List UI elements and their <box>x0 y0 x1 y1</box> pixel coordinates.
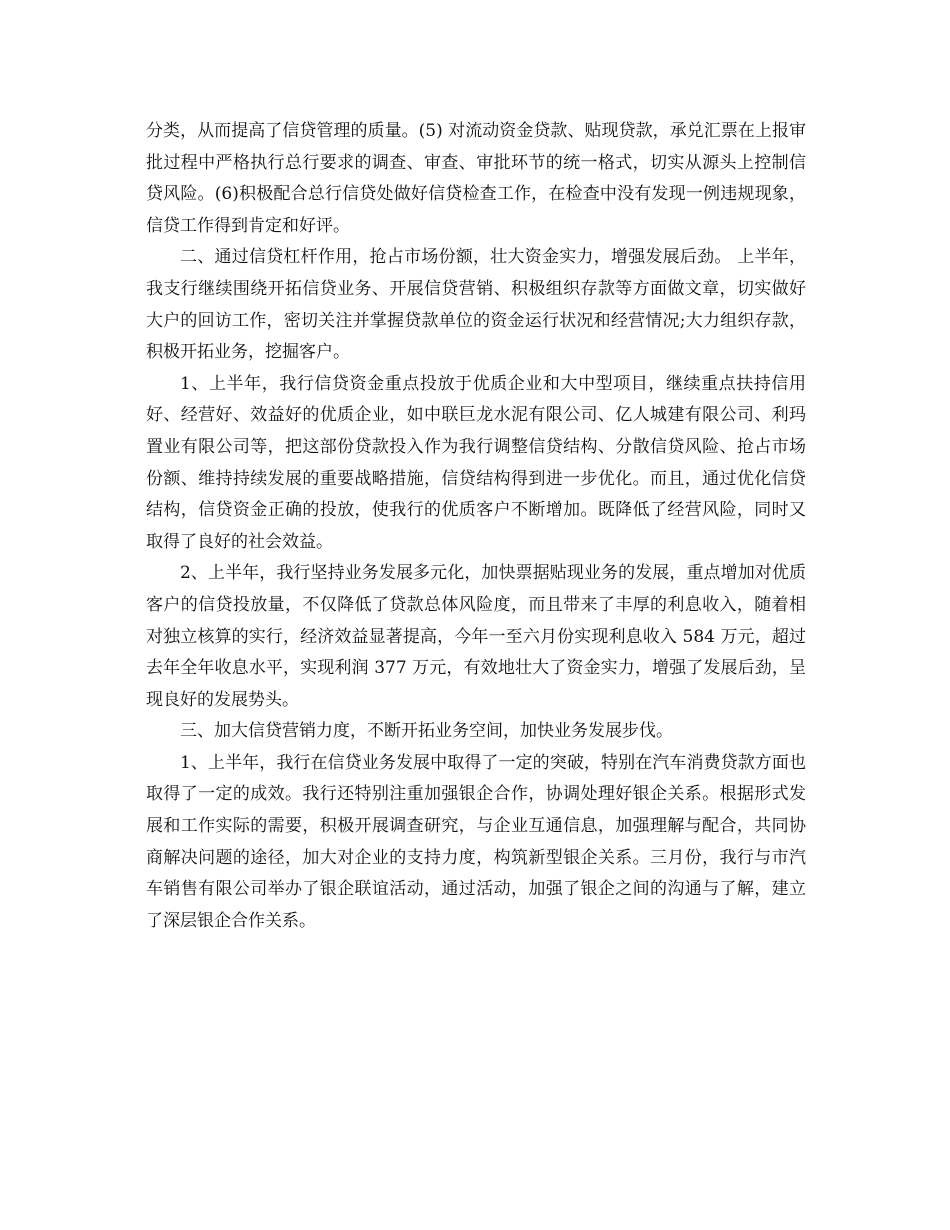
paragraph-section-two-item-two: 2、上半年，我行坚持业务发展多元化，加快票据贴现业务的发展，重点增加对优质客户的信贷投放量，不仅降低了贷款总体风险度，而且带来了丰厚的利息收入，随着相对独立核算的实行，经济效益显著提高，今年一至六月份实现利息收入 584 万元，超过去年全年收息水平，实现利润 377 万元，有效地壮大了资金实力，增强了发展后劲，呈现良好的发展势头。 <box>146 563 806 710</box>
document-page <box>146 116 806 937</box>
paragraph-section-two-heading: 二、通过信贷杠杆作用，抢占市场份额，壮大资金实力，增强发展后劲。 上半年，我支行继续围绕开拓信贷业务、开展信贷营销、积极组织存款等方面做文章，切实做好大户的回访工作，密切关注并掌握贷款单位的资金运行状况和经营情况;大力组织存款，积极开拓业务，挖掘客户。 <box>146 247 806 363</box>
paragraph-section-two-item-one: 1、上半年，我行信贷资金重点投放于优质企业和大中型项目，继续重点扶持信用好、经营好、效益好的优质企业，如中联巨龙水泥有限公司、亿人城建有限公司、利玛置业有限公司等，把这部份贷款投入作为我行调整信贷结构、分散信贷风险、抢占市场份额、维持持续发展的重要战略措施，信贷结构得到进一步优化。而且，通过优化信贷结构，信贷资金正确的投放，使我行的优质客户不断增加。既降低了经营风险，同时又取得了良好的社会效益。 <box>146 373 806 552</box>
paragraph-credit-management-continued: 分类，从而提高了信贷管理的质量。(5) 对流动资金贷款、贴现贷款，承兑汇票在上报审批过程中严格执行总行要求的调查、审查、审批环节的统一格式，切实从源头上控制信贷风险。(6)积极配合总行信贷处做好信贷检查工作，在检查中没有发现一例违规现象，信贷工作得到肯定和好评。 <box>146 121 806 236</box>
paragraph-section-three-heading: 三、加大信贷营销力度，不断开拓业务空间，加快业务发展步伐。 <box>180 721 673 742</box>
paragraph-section-three-item-one: 1、上半年，我行在信贷业务发展中取得了一定的突破，特别在汽车消费贷款方面也取得了一定的成效。我行还特别注重加强银企合作，协调处理好银企关系。根据形式发展和工作实际的需要，积极开展调查研究，与企业互通信息，加强理解与配合，共同协商解决问题的途径，加大对企业的支持力度，构筑新型银企关系。三月份，我行与市汽车销售有限公司举办了银企联谊活动，通过活动，加强了银企之间的沟通与了解，建立了深层银企合作关系。 <box>146 752 806 931</box>
